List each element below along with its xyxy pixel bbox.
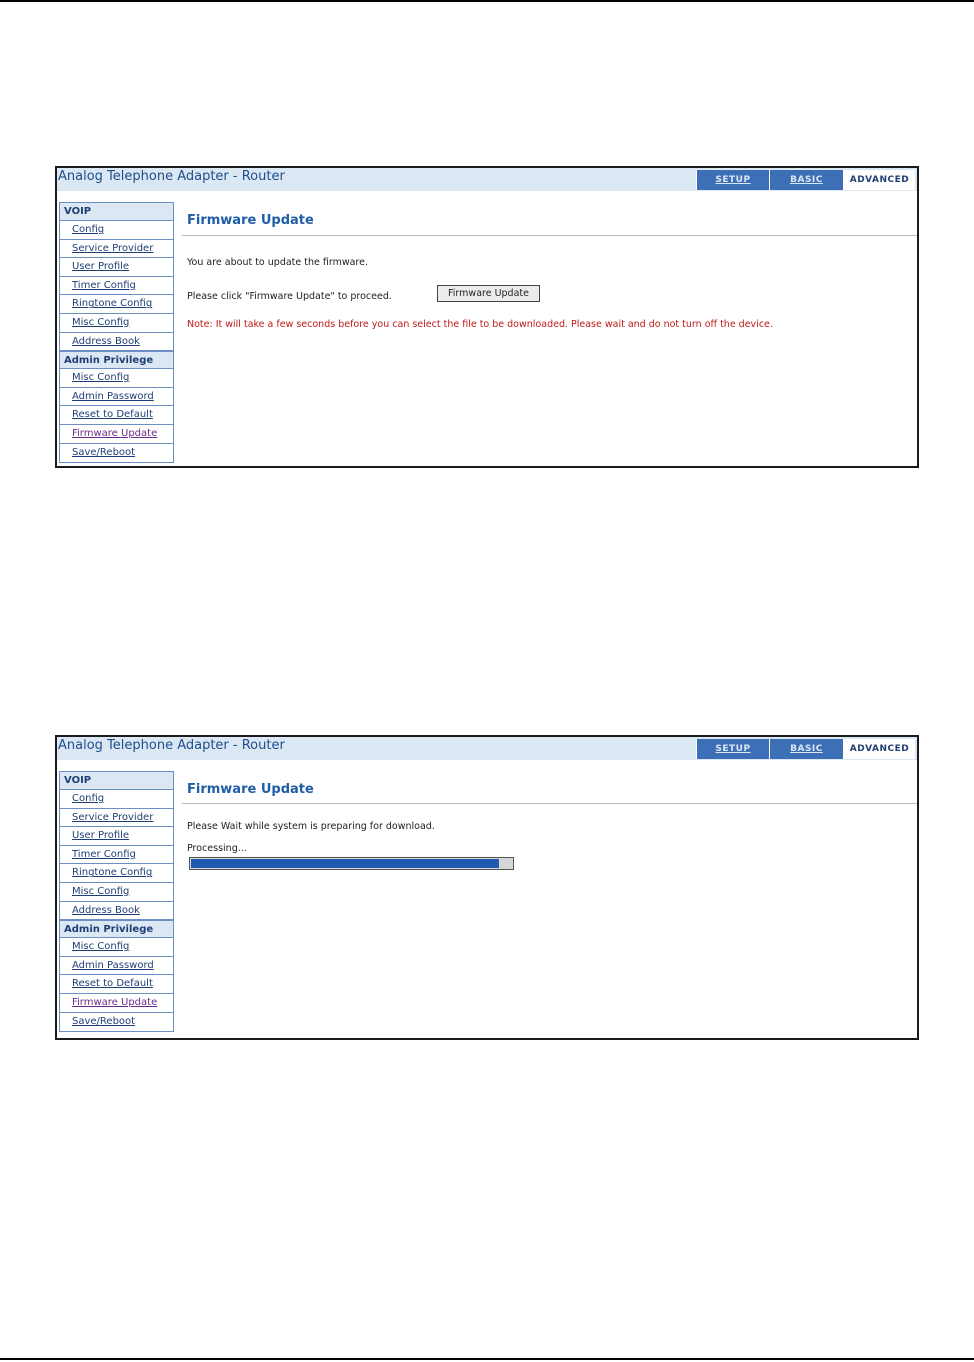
page-top-rule (0, 0, 974, 2)
sidebar-item-timer-config[interactable]: Timer Config (60, 846, 173, 865)
sidebar-item-admin-password[interactable]: Admin Password (60, 957, 173, 976)
tab-underline (57, 190, 917, 191)
sidebar (59, 771, 174, 1032)
sidebar-item-timer-config[interactable]: Timer Config (60, 277, 173, 296)
sidebar-item-address-book[interactable]: Address Book (60, 333, 173, 352)
tab-setup[interactable]: SETUP (696, 170, 769, 190)
proceed-prompt: Please click "Firmware Update" to proceed. (187, 291, 392, 302)
progress-bar-fill (191, 859, 499, 868)
intro-text: You are about to update the firmware. (187, 257, 368, 268)
progress-bar (189, 857, 514, 870)
sidebar-item-save-reboot[interactable]: Save/Reboot (72, 1015, 136, 1027)
page-title: Firmware Update (187, 782, 314, 797)
sidebar-header-voip: VOIP (60, 203, 173, 221)
sidebar-item-misc-config[interactable]: Misc Config (60, 883, 173, 902)
top-tabs (696, 170, 915, 190)
sidebar-item-service-provider[interactable]: Service Provider (60, 240, 173, 259)
page-bottom-rule (0, 1358, 974, 1360)
tab-basic[interactable]: BASIC (769, 170, 843, 190)
sidebar-item-save-reboot[interactable]: Save/Reboot (72, 446, 136, 458)
sidebar-item-service-provider[interactable]: Service Provider (60, 809, 173, 828)
sidebar-item-admin-misc-config[interactable]: Misc Config (60, 369, 173, 388)
tab-basic[interactable]: BASIC (769, 739, 843, 759)
sidebar-item-reset-to-default[interactable]: Reset to Default (60, 406, 173, 425)
sidebar-item-reset-to-default[interactable]: Reset to Default (60, 975, 173, 994)
firmware-update-button[interactable]: Firmware Update (437, 285, 540, 302)
sidebar-header-admin-privilege: Admin Privilege (60, 920, 173, 938)
sidebar-header-voip: VOIP (60, 772, 173, 790)
wait-text: Please Wait while system is preparing for download. (187, 821, 435, 832)
screenshot-firmware-processing (55, 735, 919, 1040)
sidebar-item-misc-config[interactable]: Misc Config (60, 314, 173, 333)
sidebar-item-ringtone-config[interactable]: Ringtone Config (60, 295, 173, 314)
sidebar (59, 202, 174, 463)
sidebar-item-firmware-update[interactable]: Firmware Update (60, 425, 173, 444)
sidebar-item-firmware-update[interactable]: Firmware Update (60, 994, 173, 1013)
sidebar-item-config[interactable]: Config (60, 790, 173, 809)
app-title: Analog Telephone Adapter - Router (58, 738, 285, 753)
tab-advanced[interactable]: ADVANCED (843, 739, 915, 759)
sidebar-header-admin-privilege: Admin Privilege (60, 351, 173, 369)
warning-note: Note: It will take a few seconds before you can select the file to be downloaded. Please wait and do not turn off the device. (187, 319, 773, 330)
page-title: Firmware Update (187, 213, 314, 228)
sidebar-item-address-book[interactable]: Address Book (60, 902, 173, 921)
tab-setup[interactable]: SETUP (696, 739, 769, 759)
app-title: Analog Telephone Adapter - Router (58, 169, 285, 184)
sidebar-item-admin-misc-config[interactable]: Misc Config (60, 938, 173, 957)
sidebar-item-config[interactable]: Config (60, 221, 173, 240)
tab-advanced[interactable]: ADVANCED (843, 170, 915, 190)
sidebar-item-admin-password[interactable]: Admin Password (60, 388, 173, 407)
title-divider (182, 803, 917, 804)
screenshot-firmware-update (55, 166, 919, 468)
top-tabs (696, 739, 915, 759)
processing-label: Processing... (187, 843, 247, 854)
sidebar-item-ringtone-config[interactable]: Ringtone Config (60, 864, 173, 883)
sidebar-item-user-profile[interactable]: User Profile (60, 827, 173, 846)
tab-underline (57, 759, 917, 760)
sidebar-item-user-profile[interactable]: User Profile (60, 258, 173, 277)
title-divider (182, 235, 917, 236)
